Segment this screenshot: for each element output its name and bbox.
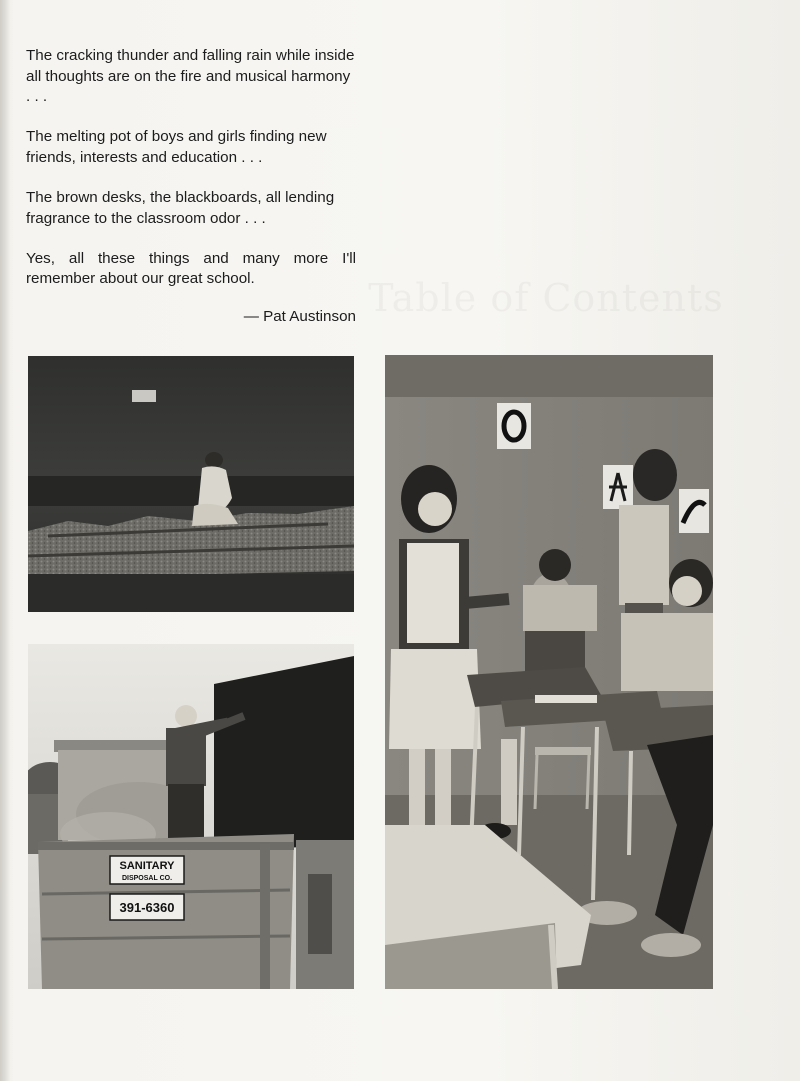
photo-classroom-students xyxy=(385,355,713,989)
photo-dumpster-illustration xyxy=(28,644,354,989)
show-through-title xyxy=(366,276,726,320)
photo-field-illustration xyxy=(28,356,354,612)
page-binding-shadow xyxy=(0,0,10,1081)
photo-man-with-dumpster xyxy=(28,644,354,989)
poem xyxy=(26,46,356,343)
dumpster-phone-number: 391-6360 xyxy=(119,900,175,915)
poem-stanza: The cracking thunder and falling rain while inside all thoughts are on the fire and musical harmony . . . xyxy=(26,47,355,106)
photo-student-in-garden xyxy=(28,356,354,612)
poem-stanza: Yes, all these things and many more I'll remember about our great school. xyxy=(26,249,356,288)
poem-stanza: The melting pot of boys and girls finding new friends, interests and education . . . xyxy=(26,128,327,166)
photo-classroom-illustration xyxy=(385,355,713,989)
poem-author: — Pat Austinson xyxy=(243,308,356,326)
poem-stanza: The brown desks, the blackboards, all lending fragrance to the classroom odor . . . xyxy=(26,188,335,227)
dumpster-sign-line2: DISPOSAL CO. xyxy=(121,875,173,882)
dumpster-sign-line1: SANITARY xyxy=(119,860,175,872)
